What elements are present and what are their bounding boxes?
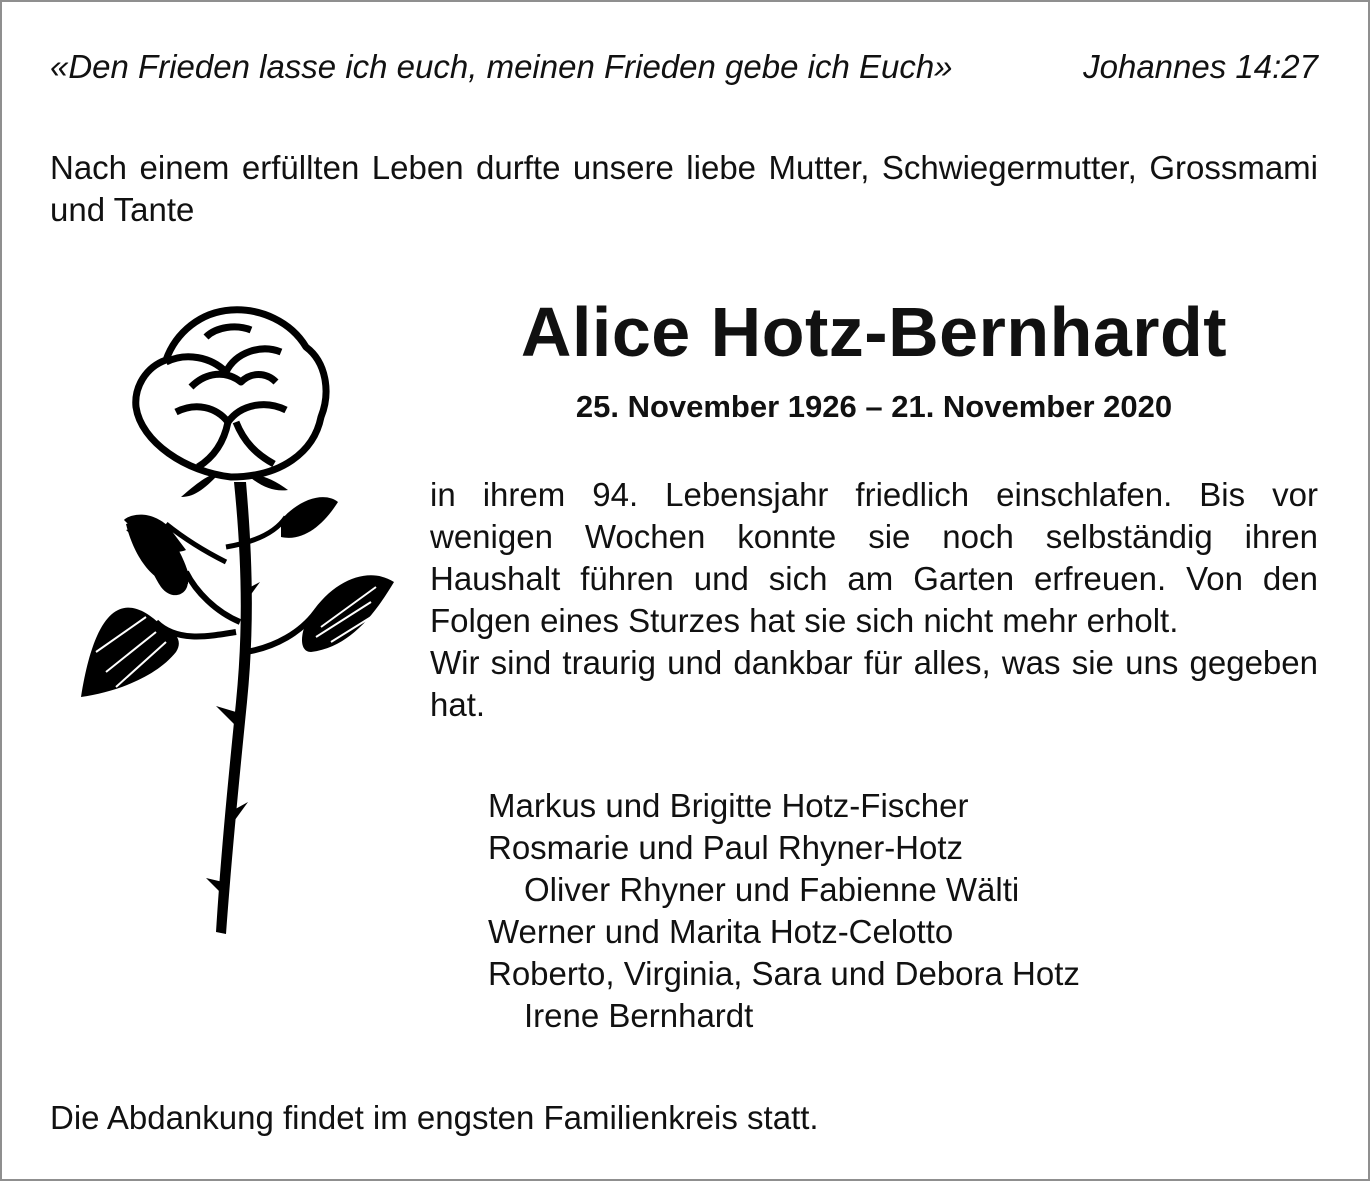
mourner-entry: Oliver Rhyner und Fabienne Wälti (524, 871, 1020, 908)
rose-icon (76, 292, 396, 942)
mourner-entry: Irene Bernhardt (524, 997, 754, 1034)
obituary-body (430, 474, 1318, 726)
body-paragraph: Wir sind traurig und dankbar für alles, was sie uns gegeben hat. (430, 644, 1318, 723)
mourners-list (488, 785, 1288, 1037)
verse-quote: «Den Frieden lasse ich euch, meinen Frieden gebe ich Euch» (50, 48, 953, 85)
intro-text: Nach einem erfüllten Leben durfte unsere liebe Mutter, Schwiegermutter, Grossmami und Tante (50, 149, 1318, 228)
verse-reference: Johannes 14:27 (1083, 48, 1318, 85)
mourner-entry: Rosmarie und Paul Rhyner-Hotz (488, 829, 964, 866)
mourner-entry: Werner und Marita Hotz-Celotto (488, 913, 954, 950)
deceased-name: Alice Hotz-Bernhardt (520, 293, 1228, 371)
closing-notice: Die Abdankung findet im engsten Familienkreis statt. (50, 1099, 819, 1136)
mourner-entry: Markus und Brigitte Hotz-Fischer (488, 787, 969, 824)
bible-verse (50, 44, 1318, 90)
life-dates: 25. November 1926 – 21. November 2020 (575, 389, 1173, 424)
body-paragraph: in ihrem 94. Lebensjahr friedlich einschlafen. Bis vor wenigen Wochen konnte sie noch selbständig ihren Haushalt führen und sich am Garten erfreuen. Von den Folgen eines Sturzes hat sie sich nicht mehr erholt. (430, 476, 1318, 639)
mourner-entry: Roberto, Virginia, Sara und Debora Hotz (488, 955, 1080, 992)
